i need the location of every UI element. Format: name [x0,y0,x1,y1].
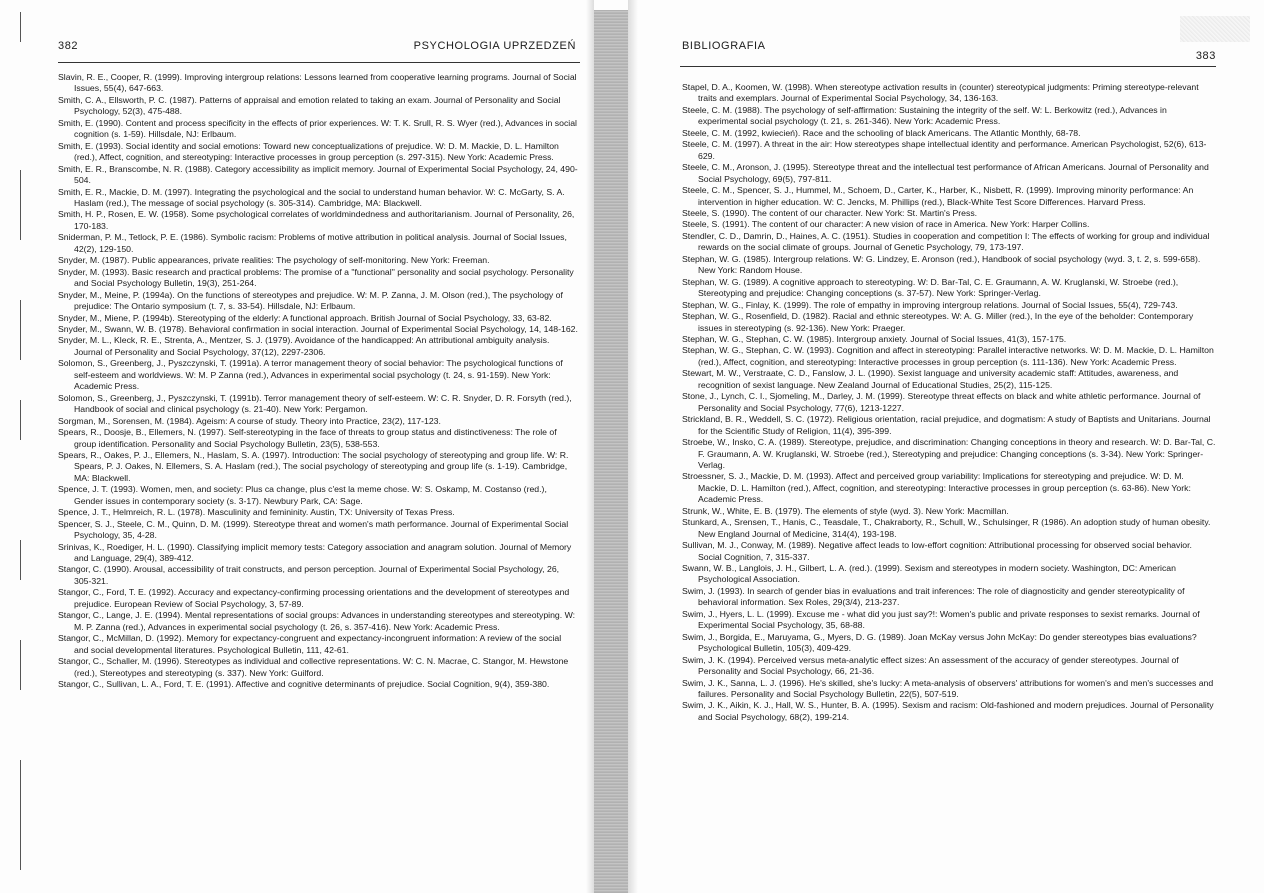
page-edge-mark [20,540,21,580]
reference-entry: Solomon, S., Greenberg, J., Pyszczynski, T. (1991a). A terror management theory of social behavior: The psychological functions of self-esteem and worldviews. W: M. P Zanna (red.), Advances in experimental social psychology (t. 24, s. 91-159). New York: Academic Press. [58,358,563,392]
reference-entry: Sorgman, M., Sorensen, M. (1984). Ageism: A course of study. Theory into Practice, 23(2), 117-123. [58,415,441,426]
reference-entry: Stephan, W. G., Finlay, K. (1999). The role of empathy in improving intergroup relations. Journal of Social Issues, 55(4), 729-743. [682,299,1178,310]
page-edge-mark [20,300,21,360]
reference-entry: Steele, C. M., Spencer, S. J., Hummel, M., Schoem, D., Carter, K., Harber, K., Nisbett, R. (1999). Improving minority performance: An intervention in higher education. W: C. Jencks, M. Phillips (red.), Black-White Test Score Differences. Harvard Press. [682,185,1194,207]
reference-entry: Smith, C. A., Ellsworth, P. C. (1987). Patterns of appraisal and emotion related to taking an exam. Journal of Personality and Social Psychology, 52(3), 475-488. [58,94,561,117]
reference-entry: Stroessner, S. J., Mackie, D. M. (1993). Affect and perceived group variability: Implications for stereotyping and prejudice. W: D. M. Mackie, D. L. Hamilton (red.), Affect, cognition, and stereotyping: Interactive processes in group perception (s. 63-86). New York: Academic Press. [682,471,1191,505]
reference-entry: Sniderman, P. M., Tetlock, P. E. (1986). Symbolic racism: Problems of motive attribution in political analysis. Journal of Social Issues, 42(2), 129-150. [58,232,567,254]
reference-entry: Snyder, M., Meine, P. (1994a). On the functions of stereotypes and prejudice. W: M. P. Zanna, J. M. Olson (red.), The psychology of prejudice: The Ontario symposium (t. 7, s. 33-54). Hillsdale, NJ: Erlbaum. [58,289,563,312]
reference-list [682,82,1216,723]
reference-entry: Spears, R., Doosje, B., Ellemers, N. (1997). Self-stereotyping in the face of threats to group status and distinctiveness: The role of group identification. Personality and Social Psychology Bulletin, 23(5), 538-553. [58,427,557,449]
reference-entry: Smith, E. R., Mackie, D. M. (1997). Integrating the psychological and the social to understand human behavior. W: C. McGarty, S. A. Haslam (red.), The message of social psychology (s. 305-314). Cambridge, MA: Blackwell. [58,186,565,208]
reference-entry: Srinivas, K., Roediger, H. L. (1990). Classifying implicit memory tests: Category association and anagram solution. Journal of Memory and Language, 29(4), 389-412. [58,541,572,564]
gutter-shadow [628,0,638,893]
gutter-shadow [586,0,594,893]
reference-entry: Stephan, W. G., Rosenfield, D. (1982). Racial and ethnic stereotypes. W: A. G. Miller (red.), In the eye of the beholder: Contemporary issues in stereotyping (s. 92-136). New York: Praeger. [682,311,1194,333]
reference-entry: Stangor, C., McMillan, D. (1992). Memory for expectancy-congruent and expectancy-incongruent information: A review of the social and social developmental literatures. Psychological Bulletin, 111, 42-61. [58,633,562,655]
reference-entry: Spears, R., Oakes, P. J., Ellemers, N., Haslam, S. A. (1997). Introduction: The social psychology of stereotyping and group life. W: R. Spears, P. J. Oakes, N. Ellemers, S. A. Haslam (red.), The social psychology of stereotyping and group life (s. 1-19). Cambridge, MA: Blackwell. [58,449,569,483]
page-edge-mark [20,640,21,690]
reference-entry: Spencer, S. J., Steele, C. M., Quinn, D. M. (1999). Stereotype threat and women's math performance. Journal of Experimental Social Psychology, 35, 4-28. [58,518,569,541]
reference-entry: Solomon, S., Greenberg, J., Pyszczynski, T. (1991b). Terror management theory of self-esteem. W: C. R. Snyder, D. R. Forsyth (red.), Handbook of social and clinical psychology (s. 21-40). New York: Pergamon. [58,392,572,415]
reference-entry: Snyder, M. (1987). Public appearances, private realities: The psychology of self-monitoring. New York: Freeman. [58,255,490,266]
reference-entry: Swim, J. K., Aikin, K. J., Hall, W. S., Hunter, B. A. (1995). Sexism and racism: Old-fashioned and modern prejudices. Journal of Personality and Social Psychology, 68(2), 199-214. [682,700,1214,722]
reference-entry: Stendler, C. D., Damrin, D., Haines, A. C. (1951). Studies in cooperation and competition I: The effects of working for group and individual rewards on the social climate of groups. Journal of Genetic Psychology, 79, 173-197. [682,230,1210,253]
reference-entry: Stewart, M. W., Verstraate, C. D., Fanslow, J. L. (1990). Sexist language and university academic staff: Attitudes, awareness, and recognition of sexist language. New Zealand Journal of Educational Studies, 25(2), 115-125. [682,368,1179,390]
reference-entry: Smith, E. (1993). Social identity and social emotions: Toward new conceptualizations of prejudice. W: D. M. Mackie, D. L. Hamilton (red.), Affect, cognition, and stereotyping: Interactive processes in group perception (s. 297-315). New York: Academic Press. [58,140,559,163]
reference-entry: Steele, C. M. (1988). The psychology of self-affirmation: Sustaining the integrity of the self. W: L. Berkowitz (red.), Advances in experimental social psychology (t. 21, s. 261-346). New York: Academic Press. [682,104,1167,127]
reference-entry: Steele, S. (1990). The content of our character. New York: St. Martin's Press. [682,207,978,218]
reference-entry: Swim, J. K., Sanna, L. J. (1996). He's skilled, she's lucky: A meta-analysis of observers' attributions for women's and men's successes and failures. Personality and Social Psychology Bulletin, 22(5), 507-519. [682,677,1214,700]
page-edge-mark [20,170,21,240]
book-gutter [594,10,628,893]
reference-entry: Steele, S. (1991). The content of our character: A new vision of race in America. New York: Harper Collins. [682,219,1090,230]
page-number: 383 [1195,50,1216,62]
reference-entry: Snyder, M. L., Kleck, R. E., Strenta, A., Mentzer, S. J. (1979). Avoidance of the handicapped: An attributional ambiguity analysis. Journal of Personality and Social Psychology, 37(12), 2297-2306. [58,335,550,357]
reference-entry: Stunkard, A., Srensen, T., Hanis, C., Teasdale, T., Chakraborty, R., Schull, W., Schulsinger, R (1986). An adoption study of human obesity. New England Journal of Medicine, 314(4), 193-198. [682,517,1211,539]
reference-entry: Swann, W. B., Langlois, J. H., Gilbert, L. A. (red.). (1999). Sexism and stereotypes in modern society. Washington, DC: American Psychological Association. [682,563,1176,585]
reference-entry: Stephan, W. G., Stephan, C. W. (1985). Intergroup anxiety. Journal of Social Issues, 41(3), 157-175. [682,333,1067,344]
reference-entry: Spence, J. T. (1993). Women, men, and society: Plus ca change, plus c'est la meme chose. W: S. Oskamp, M. Costanso (red.), Gender issues in contemporary society (s. 3-17). Newbury Park, CA: Sage. [58,484,547,506]
reference-entry: Strickland, B. R., Weddell, S. C. (1972). Religious orientation, racial prejudice, and dogmatism: A study of Baptists and Unitarians. Journal for the Scientific Study of Religion, 11(4), 395-399. [682,414,1211,436]
scan-noise [1180,16,1250,42]
reference-entry: Stroebe, W., Insko, C. A. (1989). Stereotype, prejudice, and discrimination: Changing conceptions in theory and research. W: D. Bar-Tal, C. F. Graumann, A. W. Kruglanski, W. Stroebe (red.), Stereotyping and prejudice: Changing conceptions (s. 3-34). New York: Springer-Verlag. [682,437,1216,470]
page-number: 382 [58,40,79,52]
running-title: PSYCHOLOGIA UPRZEDZEŃ [413,40,576,52]
reference-entry: Stangor, C., Ford, T. E. (1992). Accuracy and expectancy-confirming processing orientations and the development of stereotypes and prejudice. European Review of Social Psychology, 3, 57-89. [58,587,570,609]
reference-entry: Steele, C. M. (1992, kwiecień). Race and the schooling of black Americans. The Atlantic Monthly, 68-78. [682,127,1081,138]
right-page-header [660,40,1216,60]
reference-entry: Smith, E. (1990). Content and process specificity in the effects of prior experiences. W: T. K. Srull, R. S. Wyer (red.), Advances in social cognition (s. 1-59). Hillsdale, NJ: Erlbaum. [58,117,577,140]
header-rule [680,66,1216,67]
reference-entry: Stangor, C., Sullivan, L. A., Ford, T. E. (1991). Affective and cognitive determinants of prejudice. Social Cognition, 9(4), 359-380. [58,679,550,690]
page-edge-mark [20,12,21,42]
reference-entry: Strunk, W., White, E. B. (1979). The elements of style (wyd. 3). New York: Macmillan. [682,505,1009,516]
reference-entry: Snyder, M., Miene, P. (1994b). Stereotyping of the elderly: A functional approach. British Journal of Social Psychology, 33, 63-82. [58,312,552,323]
reference-entry: Stephan, W. G. (1985). Intergroup relations. W: G. Lindzey, E. Aronson (red.), Handbook of social psychology (wyd. 3, t. 2, s. 599-658). New York: Random House. [682,253,1201,276]
reference-entry: Stangor, C., Schaller, M. (1996). Stereotypes as individual and collective representations. W: C. N. Macrae, C. Stangor, M. Hewstone (red.), Stereotypes and stereotyping (s. 337). New York: Guilford. [58,656,569,678]
reference-entry: Swim, J., Hyers, L. L. (1999). Excuse me - what did you just say?!: Women's public and private responses to sexist remarks. Journal of Experimental Social Psychology, 35, 68-88. [682,608,1200,631]
reference-entry: Stone, J., Lynch, C. I., Sjomeling, M., Darley, J. M. (1999). Stereotype threat effects on black and white athletic performance. Journal of Personality and Social Psychology, 77(6), 1213-1227. [682,391,1201,413]
reference-entry: Steele, C. M. (1997). A threat in the air: How stereotypes shape intellectual identity and performance. American Psychologist, 52(6), 613-629. [682,139,1207,161]
reference-entry: Snyder, M. (1993). Basic research and practical problems: The promise of a "functional" personality and social psychology. Personality and Social Psychology Bulletin, 19(3), 251-264. [58,266,574,289]
reference-entry: Stangor, C. (1990). Arousal, accessibility of trait constructs, and person perception. Journal of Experimental Social Psychology, 26, 305-321. [58,564,560,586]
reference-entry: Smith, H. P., Rosen, E. W. (1958). Some psychological correlates of worldmindedness and authoritarianism. Journal of Personality, 26, 170-183. [58,209,575,231]
page-edge-mark [20,760,21,870]
reference-entry: Swim, J. (1993). In search of gender bias in evaluations and trait inferences: The role of diagnosticity and gender stereotypicality of behavioral information. Sex Roles, 29(3/4), 213-237. [682,585,1185,608]
reference-entry: Stapel, D. A., Koomen, W. (1998). When stereotype activation results in (counter) stereotypical judgments: Priming stereotype-relevant traits and exemplars. Journal of Experimental Social Psychology, 34, 136-163. [682,82,1199,104]
reference-entry: Snyder, M., Swann, W. B. (1978). Behavioral confirmation in social interaction. Journal of Experimental Social Psychology, 14, 148-162. [58,323,578,334]
reference-entry: Steele, C. M., Aronson, J. (1995). Stereotype threat and the intellectual test performance of African Americans. Journal of Personality and Social Psychology, 69(5), 797-811. [682,162,1209,184]
reference-entry: Swim, J., Borgida, E., Maruyama, G., Myers, D. G. (1989). Joan McKay versus John McKay: Do gender stereotypes bias evaluations? Psychological Bulletin, 105(3), 409-429. [682,631,1197,654]
page-edge-mark [20,400,21,440]
reference-entry: Spence, J. T., Helmreich, R. L. (1978). Masculinity and femininity. Austin, TX: University of Texas Press. [58,507,455,518]
reference-list [58,72,578,690]
reference-entry: Smith, E. R., Branscombe, N. R. (1988). Category accessibility as implicit memory. Journal of Experimental Social Psychology, 24, 490-504. [58,163,578,186]
running-title: BIBLIOGRAFIA [682,40,766,52]
reference-entry: Slavin, R. E., Cooper, R. (1999). Improving intergroup relations: Lessons learned from cooperative learning programs. Journal of Social Issues, 55(4), 647-663. [58,72,577,94]
reference-entry: Stephan, W. G. (1989). A cognitive approach to stereotyping. W: D. Bar-Tal, C. E. Graumann, A. W. Kruglanski, W. Stroebe (red.), Stereotyping and prejudice: Changing conceptions (s. 37-57). New York: Springer-Verlag. [682,276,1179,299]
reference-entry: Swim, J. K. (1994). Perceived versus meta-analytic effect sizes: An assessment of the accuracy of gender stereotypes. Journal of Personality and Social Psychology, 66, 21-36. [682,654,1179,677]
left-page-header [38,40,586,60]
reference-entry: Stangor, C., Lange, J. E. (1994). Mental representations of social groups: Advances in understanding stereotypes and stereotyping. W: M. P. Zanna (red.), Advances in experimental social psychology (t. 26, s. 357-416). New York: Academic Press. [58,610,576,632]
reference-entry: Sullivan, M. J., Conway, M. (1989). Negative affect leads to low-effort cognition: Attributional processing for observed social behavior. Social Cognition, 7, 315-337. [682,540,1192,562]
header-rule [58,62,580,63]
reference-entry: Stephan, W. G., Stephan, C. W. (1993). Cognition and affect in stereotyping: Parallel interactive networks. W: D. M. Mackie, D. L. Hamilton (red.), Affect, cognition, and stereotyping: Interactive processes in group perception (s. 111-136). New York: Academic Press. [682,345,1214,367]
